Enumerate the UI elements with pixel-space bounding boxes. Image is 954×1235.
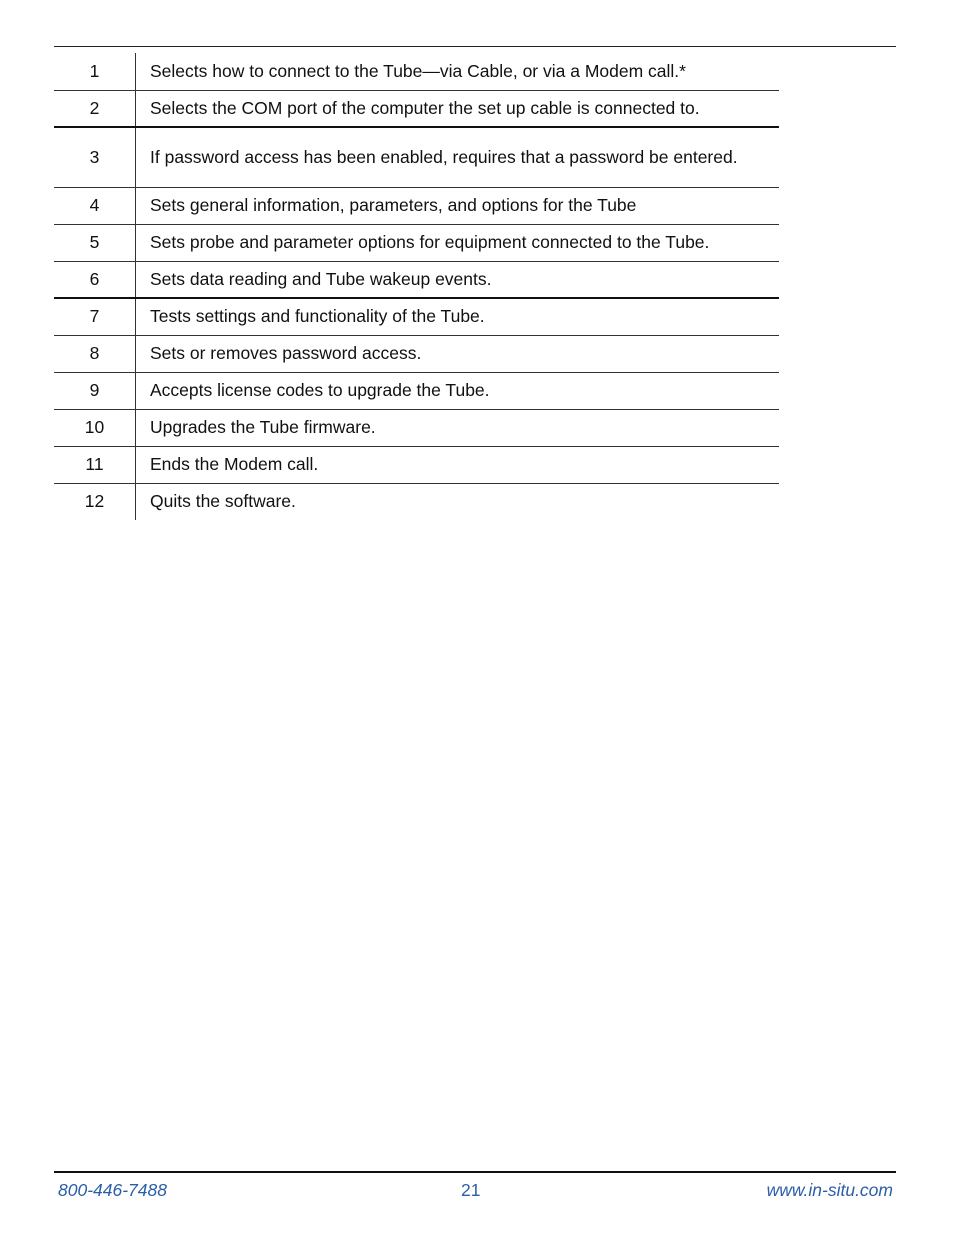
description-table: [54, 53, 779, 520]
row-number: 7: [54, 298, 136, 335]
table-row: [54, 90, 779, 127]
table-row: [54, 409, 779, 446]
row-number: 2: [54, 90, 136, 127]
row-description: Sets or removes password access.: [136, 335, 780, 372]
table-row: [54, 483, 779, 520]
footer-page-number: 21: [461, 1180, 481, 1200]
row-number: 6: [54, 261, 136, 298]
row-description: Quits the software.: [136, 483, 780, 520]
row-description: Ends the Modem call.: [136, 446, 780, 483]
row-number: 12: [54, 483, 136, 520]
row-description: Sets data reading and Tube wakeup events.: [136, 261, 780, 298]
table-row: [54, 224, 779, 261]
row-description: Sets general information, parameters, and options for the Tube: [136, 187, 780, 224]
row-description: Selects how to connect to the Tube—via Cable, or via a Modem call.*: [150, 60, 686, 81]
table-row: [54, 53, 779, 90]
footer-website: www.in-situ.com: [766, 1180, 893, 1200]
row-number: 3: [54, 127, 136, 187]
row-description: Selects the COM port of the computer the set up cable is connected to.: [136, 90, 780, 127]
table-row: [54, 372, 779, 409]
table-row: [54, 446, 779, 483]
header-rule: [54, 46, 896, 47]
row-number: 10: [54, 409, 136, 446]
table-row: [54, 127, 779, 187]
row-description: Tests settings and functionality of the Tube.: [136, 298, 780, 335]
footer-phone: 800-446-7488: [58, 1180, 167, 1200]
footer-rule: [54, 1171, 896, 1173]
table-row: [54, 187, 779, 224]
row-number: 5: [54, 224, 136, 261]
row-number: 9: [54, 372, 136, 409]
row-number: 8: [54, 335, 136, 372]
table-row: [54, 335, 779, 372]
table-row: [54, 298, 779, 335]
row-number: 11: [54, 446, 136, 483]
row-description: Upgrades the Tube firmware.: [136, 409, 780, 446]
row-description: Accepts license codes to upgrade the Tube.: [136, 372, 780, 409]
row-description: Sets probe and parameter options for equipment connected to the Tube.: [136, 224, 780, 261]
table-row: [54, 261, 779, 298]
row-number: 4: [54, 187, 136, 224]
row-description: If password access has been enabled, requires that a password be entered.: [136, 127, 780, 187]
row-number: 1: [54, 53, 136, 90]
